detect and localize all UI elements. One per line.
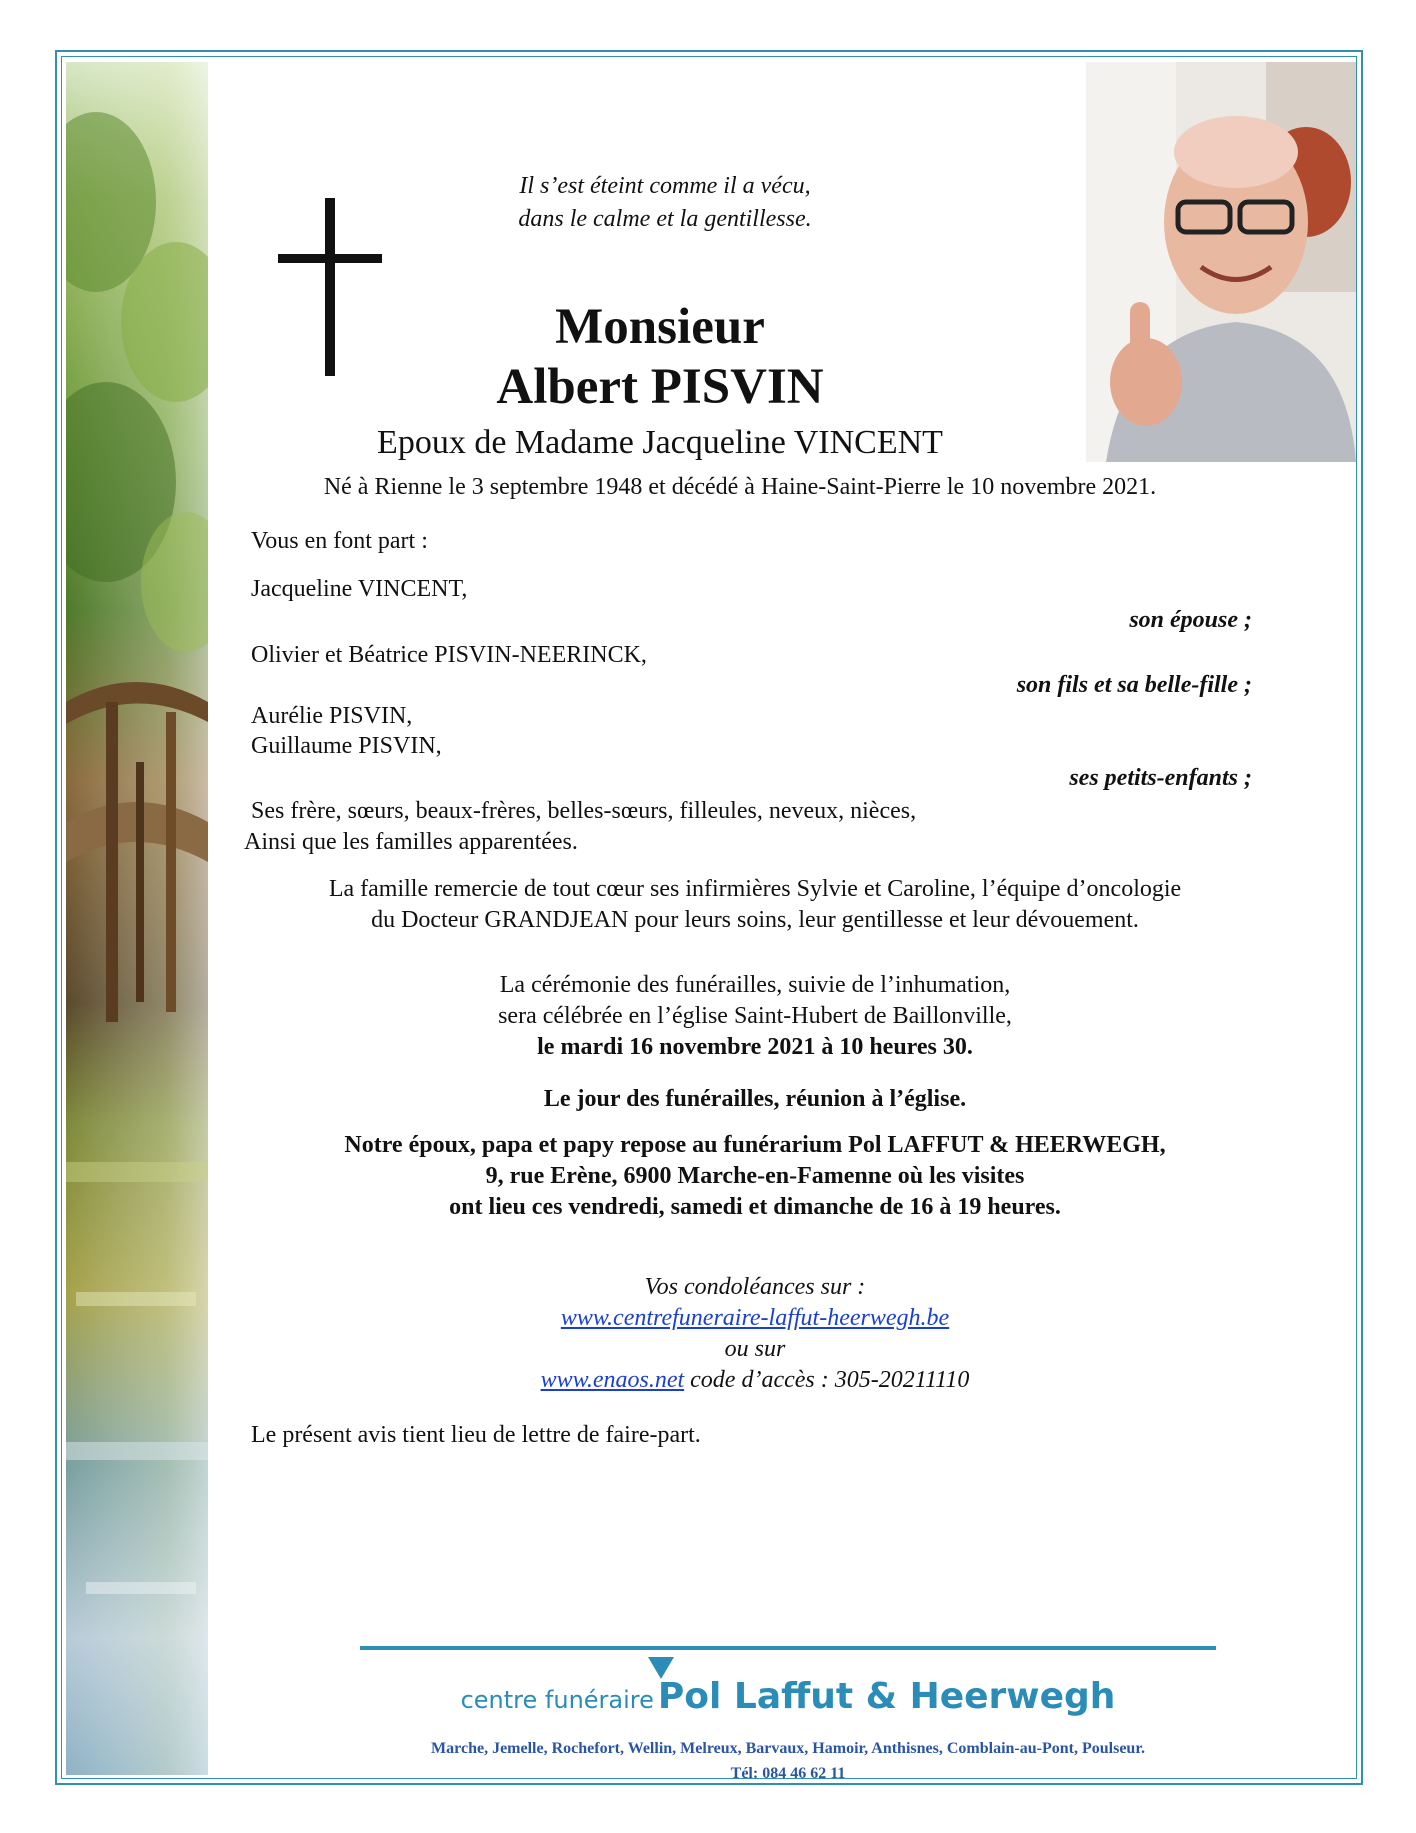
epigraph: [400, 170, 930, 236]
wife-name: Jacqueline VINCENT,: [251, 576, 468, 602]
meeting-line: Le jour des funérailles, réunion à l’église.: [543, 1086, 967, 1112]
condolences-link-2[interactable]: www.enaos.net: [540, 1367, 685, 1393]
thanks-line-2: du Docteur GRANDJEAN pour leurs soins, leur gentillesse et leur dévouement.: [371, 907, 1139, 933]
deceased-name: Albert PISVIN: [496, 359, 824, 415]
footer-rule: [360, 1646, 1216, 1650]
deceased-title: [400, 297, 920, 417]
cross-icon: [278, 198, 382, 376]
spouse-line: Epoux de Madame Jacqueline VINCENT: [377, 424, 943, 461]
ceremony-line-1: La cérémonie des funérailles, suivie de l’inhumation,: [499, 972, 1011, 998]
funerarium-line-1: Notre époux, papa et papy repose au funérarium Pol LAFFUT & HEERWEGH,: [344, 1132, 1166, 1158]
epigraph-line-1: Il s’est éteint comme il a vécu,: [519, 173, 811, 199]
logo-prefix: centre funéraire: [460, 1686, 654, 1714]
footer-towns: Marche, Jemelle, Rochefort, Wellin, Melreux, Barvaux, Hamoir, Anthisnes, Comblain-au-Pont, Poulseur.: [431, 1740, 1145, 1757]
thanks-paragraph: [200, 874, 1310, 936]
epigraph-line-2: dans le calme et la gentillesse.: [518, 206, 812, 232]
thanks-line-1: La famille remercie de tout cœur ses infirmières Sylvie et Caroline, l’équipe d’oncologie: [328, 876, 1182, 902]
son-names: Olivier et Béatrice PISVIN-NEERINCK,: [251, 642, 647, 668]
wife-relation: son épouse ;: [1129, 607, 1252, 633]
family-line-2: Ainsi que les familles apparentées.: [244, 829, 578, 855]
announcers-intro: Vous en font part :: [251, 528, 428, 554]
portrait-photo: [1086, 62, 1356, 462]
condolences-link-1[interactable]: www.centrefuneraire-laffut-heerwegh.be: [560, 1305, 950, 1331]
funerarium-paragraph: [200, 1130, 1310, 1223]
family-line-1: Ses frère, sœurs, beaux-frères, belles-sœurs, filleules, neveux, nièces,: [251, 798, 917, 824]
grandchildren-relation: ses petits-enfants ;: [1069, 765, 1252, 791]
grandchild-1: Aurélie PISVIN,: [251, 703, 413, 729]
access-code: code d’accès : 305-20211110: [684, 1367, 970, 1393]
son-relation: son fils et sa belle-fille ;: [1016, 672, 1252, 698]
condolences-block: [200, 1272, 1310, 1396]
funerarium-line-3: ont lieu ces vendredi, samedi et dimanche de 16 à 19 heures.: [449, 1194, 1061, 1220]
nature-photo-strip: [66, 62, 208, 1775]
closing-note: Le présent avis tient lieu de lettre de faire-part.: [251, 1422, 701, 1448]
logo-brand: Pol Laffut & Heerwegh: [657, 1676, 1116, 1717]
ceremony-date: le mardi 16 novembre 2021 à 10 heures 30.: [537, 1034, 973, 1060]
funerarium-line-2: 9, rue Erène, 6900 Marche-en-Famenne où les visites: [485, 1163, 1025, 1189]
honorific: Monsieur: [555, 299, 765, 355]
ceremony-line-2: sera célébrée en l’église Saint-Hubert de Baillonville,: [498, 1003, 1012, 1029]
condolences-intro: Vos condoléances sur :: [644, 1274, 866, 1300]
ceremony-paragraph: [200, 970, 1310, 1063]
birth-death-line: Né à Rienne le 3 septembre 1948 et décédé à Haine-Saint-Pierre le 10 novembre 2021.: [323, 474, 1157, 500]
funeral-home-logo: [360, 1676, 1216, 1732]
footer-telephone: Tél: 084 46 62 11: [730, 1765, 846, 1782]
grandchild-2: Guillaume PISVIN,: [251, 733, 442, 759]
condolences-or: ou sur: [724, 1336, 786, 1362]
